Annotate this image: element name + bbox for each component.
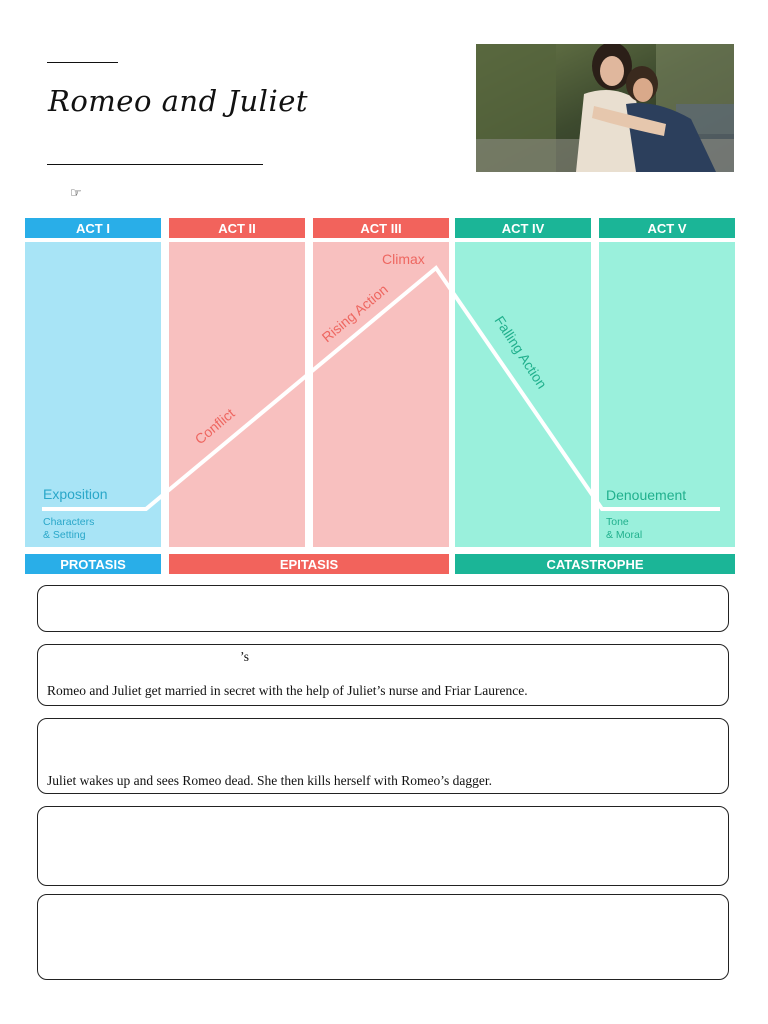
- rising-action-label: Rising Action: [318, 281, 391, 346]
- name-line: [47, 62, 118, 63]
- characters-label: Characters: [43, 516, 95, 528]
- answer-box-5[interactable]: [37, 894, 729, 980]
- page-title: Romeo and Juliet: [48, 84, 309, 118]
- freytag-pyramid-diagram: [24, 216, 736, 578]
- climax-label: Climax: [382, 251, 425, 267]
- answer-box-1[interactable]: [37, 585, 729, 632]
- romeo-juliet-photo: [476, 44, 734, 172]
- answer-box-4[interactable]: [37, 806, 729, 886]
- act-1-label: ACT I: [76, 221, 110, 236]
- act-5-label: ACT V: [647, 221, 687, 236]
- conflict-label: Conflict: [191, 405, 238, 448]
- bullet-hand-icon: ☞: [70, 186, 82, 201]
- act-3-label: ACT III: [360, 221, 402, 236]
- act-2-label: ACT II: [218, 221, 256, 236]
- act-4-label: ACT IV: [501, 221, 545, 236]
- tone-label: Tone: [606, 516, 629, 528]
- moral-label: & Moral: [606, 529, 643, 541]
- setting-label: & Setting: [43, 529, 86, 541]
- answer-box-2[interactable]: [37, 644, 729, 706]
- phase-epitasis-label: EPITASIS: [279, 557, 339, 572]
- answer-box-3-text: Juliet wakes up and sees Romeo dead. She then kills herself with Romeo’s dagger.: [47, 773, 493, 788]
- answer-box-3[interactable]: [37, 718, 729, 794]
- answer-box-2-fragment: ’s: [240, 649, 250, 664]
- exposition-label: Exposition: [43, 486, 108, 502]
- phase-protasis-label: PROTASIS: [60, 557, 126, 572]
- denouement-label: Denouement: [606, 487, 687, 503]
- title-underline: [47, 164, 263, 165]
- falling-action-label: Falling Action: [491, 312, 551, 392]
- answer-box-2-text: Romeo and Juliet get married in secret with the help of Juliet’s nurse and Friar Laurence.: [47, 683, 528, 698]
- phase-catastrophe-label: CATASTROPHE: [546, 557, 644, 572]
